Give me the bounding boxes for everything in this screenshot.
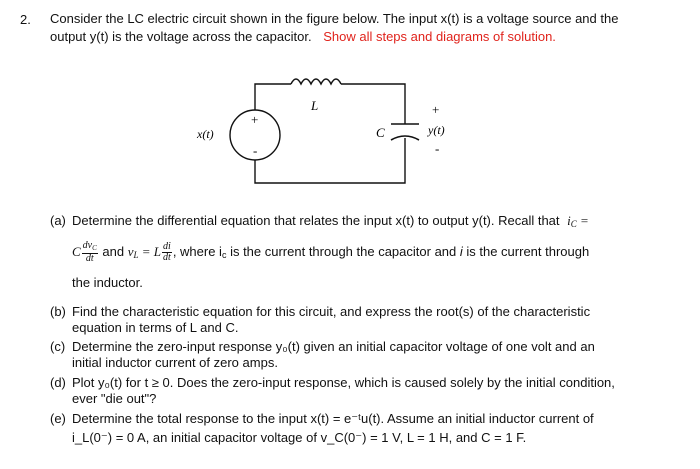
dvc-numerator: dv [82,240,93,251]
ic-symbol: i [567,213,571,228]
di-denominator: dt [163,252,171,263]
vl-subscript: L [133,249,139,260]
and-text: and [98,243,128,259]
inductor-label: L [311,98,319,113]
source-minus: - [253,143,258,158]
capacitor-label: C [376,125,385,140]
part-d-line1: Plot y₀(t) for t ≥ 0. Does the zero-input response, which is caused solely by the initial condition, [72,375,615,390]
part-d-line2: ever "die out"? [72,391,157,406]
problem-intro-line2-row [50,29,556,45]
source-label: x(t) [197,127,214,141]
dvc-numerator-sub: C [92,244,97,252]
inductor-coil [291,79,341,84]
output-minus: - [435,141,440,156]
where-ic-subscript: c [221,249,227,260]
capacitance-symbol: C [72,243,81,259]
part-d-label: (d) [50,375,66,390]
part-b-line1: Find the characteristic equation for this circuit, and express the root(s) of the characteristic [72,304,591,319]
part-c-line1: Determine the zero-input response y₀(t) given an initial capacitor voltage of one volt and an [72,339,595,354]
inductor-current-text: is the current through [462,243,590,259]
part-e-label: (e) [50,411,66,426]
inductor-current-symbol: i [459,243,463,259]
part-b-line2: equation in terms of L and C. [72,320,239,335]
problem-intro-line1: Consider the LC electric circuit shown in the figure below. The input x(t) is a voltage source and the [50,11,619,26]
vl-symbol: v [127,243,134,259]
part-a-line1-row [72,213,589,232]
vl-equals: = L [138,243,162,259]
capacitor-current-text: is the current through the capacitor and [226,243,460,259]
wire-top-left [255,84,291,110]
part-c-label: (c) [50,339,66,354]
ic-equals: = [576,213,589,228]
dvc-dt-fraction [82,241,98,264]
wire-top-right [341,84,405,124]
output-plus: + [432,102,440,117]
part-e-line2: i_L(0⁻) = 0 A, an initial capacitor voltage of v_C(0⁻) = 1 V, L = 1 H, and C = 1 F. [72,430,527,445]
di-dt-fraction [162,242,172,263]
output-label: y(t) [428,123,445,137]
where-ic-text: , where i [172,243,222,259]
source-plus: + [251,112,259,127]
part-c-line2: initial inductor current of zero amps. [72,355,278,370]
di-numerator: di [163,241,171,252]
part-b-label: (b) [50,304,66,319]
problem-number: 2. [20,12,31,27]
problem-intro-line2: output y(t) is the voltage across the capacitor. [50,29,312,44]
dvc-denominator: dt [85,253,94,264]
problem-instruction: Show all steps and diagrams of solution. [323,29,556,44]
lc-circuit-diagram [180,60,480,200]
part-a-line1: Determine the differential equation that relates the input x(t) to output y(t). Recall that [72,213,560,228]
part-a-label: (a) [50,213,66,228]
part-a-line2-row [72,241,589,264]
ic-subscript: C [570,219,577,229]
part-a-line3: the inductor. [72,275,143,290]
part-e-line1: Determine the total response to the input x(t) = e⁻ᵗu(t). Assume an initial inductor current of [72,411,594,426]
